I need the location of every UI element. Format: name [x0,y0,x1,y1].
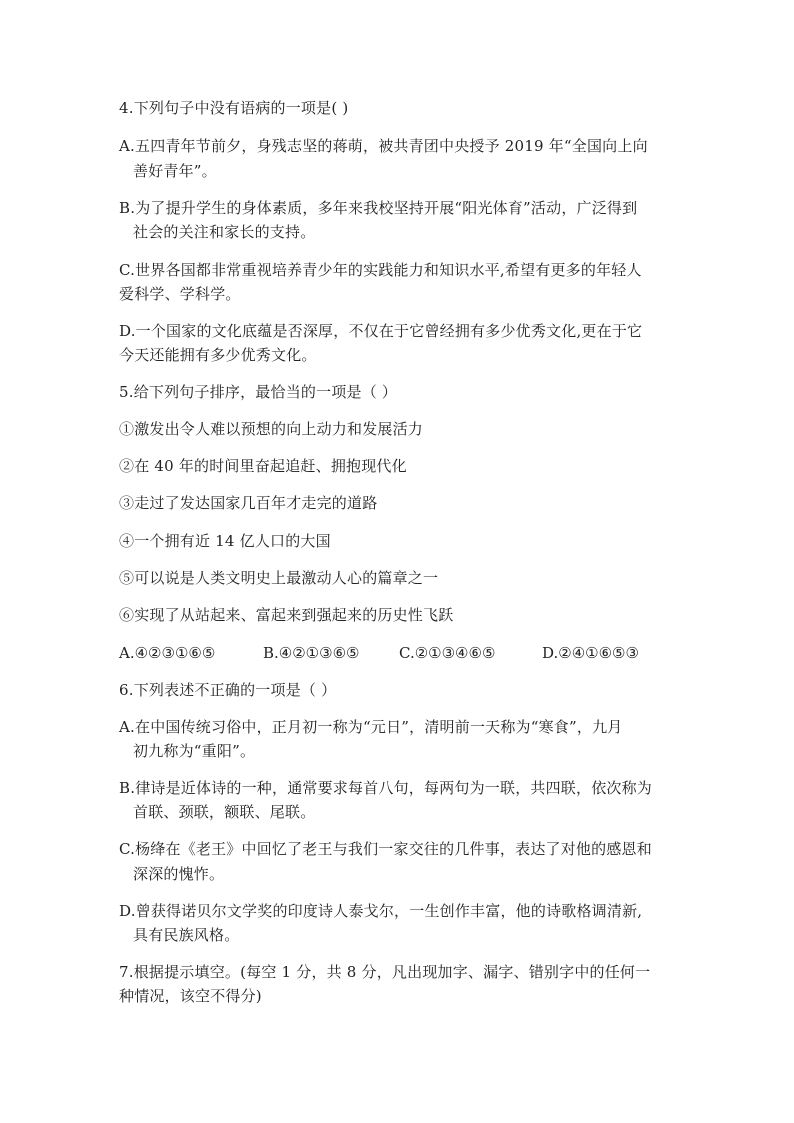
q7-stem-line1: 7.根据提示填空。(每空 1 分，共 8 分，凡出现加字、漏字、错别字中的任何一 [119,963,651,981]
q4-option-b-line1: B.为了提升学生的身体素质，多年来我校坚持开展“阳光体育”活动，广泛得到 [119,199,638,217]
q6-option-d-line2: 具有民族风格。 [133,926,240,944]
q5-option-a: A.④②③①⑥⑤ [119,644,216,662]
q6-option-b-line2: 首联、颈联，额联、尾联。 [133,803,316,821]
q5-sentence-1: ①激发出令人难以预想的向上动力和发展活力 [119,420,424,438]
q5-stem: 5.给下列句子排序，最恰当的一项是（ ） [119,383,398,401]
q4-stem: 4.下列句子中没有语病的一项是( ) [119,99,349,117]
q6-option-c-line2: 深深的愧怍。 [133,865,225,883]
q4-option-a-line1: A.五四青年节前夕，身残志坚的蒋萌，被共青团中央授予 2019 年“全国向上向 [119,137,648,155]
q5-sentence-5: ⑤可以说是人类文明史上最激动人心的篇章之一 [119,569,439,587]
q5-option-b: B.④②①③⑥⑤ [263,644,360,662]
q4-option-c-line1: C.世界各国都非常重视培养青少年的实践能力和知识水平,希望有更多的年轻人 [119,261,642,279]
q4-option-c-line2: 爱科学、学科学。 [119,285,241,303]
q6-option-a-line2: 初九称为“重阳”。 [133,742,256,760]
q4-option-d-line1: D.一个国家的文化底蕴是否深厚，不仅在于它曾经拥有多少优秀文化,更在于它 [119,322,643,340]
q5-sentence-4: ④一个拥有近 14 亿人口的大国 [119,532,331,550]
q7-stem-line2: 种情况，该空不得分) [119,987,262,1005]
q6-option-c-line1: C.杨绛在《老王》中回忆了老王与我们一家交往的几件事，表达了对他的感恩和 [119,840,652,858]
q6-option-d-line1: D.曾获得诺贝尔文学奖的印度诗人泰戈尔，一生创作丰富，他的诗歌格调清新, [119,902,643,920]
q4-option-a-line2: 善好青年”。 [133,162,217,180]
q5-sentence-2: ②在 40 年的时间里奋起追赶、拥抱现代化 [119,457,407,475]
q5-option-d: D.②④①⑥⑤③ [542,644,639,662]
q6-option-a-line1: A.在中国传统习俗中，正月初一称为“元日”，清明前一天称为“寒食”，九月 [119,718,623,736]
q6-stem: 6.下列表述不正确的一项是（ ） [119,681,337,699]
q5-option-c: C.②①③④⑥⑤ [399,644,496,662]
q6-option-b-line1: B.律诗是近体诗的一种，通常要求每首八句，每两句为一联，共四联，依次称为 [119,779,652,797]
q5-sentence-3: ③走过了发达国家几百年才走完的道路 [119,494,378,512]
q4-option-b-line2: 社会的关注和家长的支持。 [133,223,316,241]
q4-option-d-line2: 今天还能拥有多少优秀文化。 [119,346,317,364]
q5-sentence-6: ⑥实现了从站起来、富起来到强起来的历史性飞跃 [119,606,454,624]
